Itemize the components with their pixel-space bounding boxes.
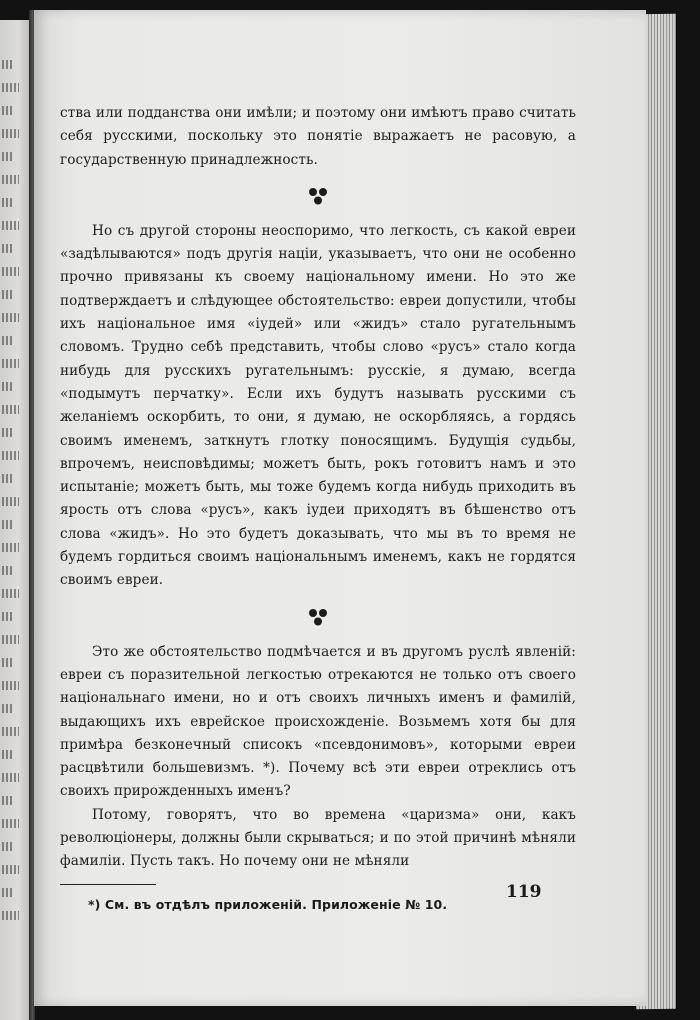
facing-page-text-fragment bbox=[2, 313, 19, 322]
facing-page-text-fragment bbox=[2, 60, 12, 69]
section-ornament-1 bbox=[60, 172, 576, 220]
facing-page-text-fragment bbox=[2, 888, 12, 897]
facing-page-text-fragment bbox=[2, 106, 12, 115]
footnote: *) См. въ отдѣлъ приложеній. Приложеніе № 10. bbox=[88, 896, 448, 912]
facing-page-text-fragment bbox=[2, 819, 19, 828]
trefoil-ornament-icon bbox=[308, 187, 328, 205]
left-page-edge bbox=[0, 20, 30, 1020]
facing-page-text-fragment bbox=[2, 290, 12, 299]
facing-page-text-fragment bbox=[2, 727, 19, 736]
trefoil-ornament-icon bbox=[308, 608, 328, 626]
facing-page-text-fragment bbox=[2, 152, 12, 161]
facing-page-text-fragment bbox=[2, 911, 19, 920]
paragraph-2: Но съ другой стороны неоспоримо, что легкость, съ какой евреи «задѣлываются» подъ другія націи, указываетъ, что они не особенно прочно привязаны къ своему національному имени. Но это же подтверждаетъ и слѣдующее обстоятельство: евреи допустили, чтобы ихъ національное имя «іудей» или «жидъ» стало ругательнымъ словомъ. Трудно себѣ представить, чтобы слово «русъ» стало когда нибудь для русскихъ ругательнымъ: русскіе, я думаю, всегда «подымутъ перчатку». Если ихъ будутъ называть русскими съ желаніемъ оскорбить, то они, я думаю, не оскорбляясь, а гордясь своимъ именемъ, заткнутъ глотку поносящимъ. Будущія судьбы, впрочемъ, неисповѣдимы; можетъ быть, рокъ готовитъ намъ и это испытаніе; можетъ быть, мы тоже будемъ когда нибудь приходить въ ярость отъ слова «русъ», какъ іудеи приходятъ въ бѣшенство отъ слова «жидъ». Но это будетъ доказывать, что мы въ то время не будемъ гордиться своимъ національнымъ именемъ, какъ не гордятся своимъ евреи. bbox=[60, 222, 576, 589]
facing-page-text-fragment bbox=[2, 474, 12, 483]
facing-page-text-fragment bbox=[2, 796, 12, 805]
footnote-rule bbox=[60, 884, 156, 885]
facing-page-text-fragment bbox=[2, 681, 19, 690]
facing-page-text-fragment bbox=[2, 451, 19, 460]
facing-page-text-fragment bbox=[2, 497, 19, 506]
facing-page-text-fragment bbox=[2, 658, 12, 667]
facing-page-text-fragment bbox=[2, 359, 19, 368]
facing-page-text-fragment bbox=[2, 221, 19, 230]
facing-page-text-fragment bbox=[2, 129, 19, 138]
facing-page-text-fragment bbox=[2, 543, 19, 552]
facing-page-text-fragment bbox=[2, 704, 12, 713]
facing-page-text-fragment bbox=[2, 589, 19, 598]
facing-page-text-fragment bbox=[2, 773, 19, 782]
facing-page-text-fragment bbox=[2, 842, 12, 851]
facing-page-text-fragment bbox=[2, 520, 12, 529]
facing-page-text-fragment bbox=[2, 635, 19, 644]
facing-page-text-fragment bbox=[2, 175, 19, 184]
facing-page-text-fragment bbox=[2, 865, 19, 874]
facing-page-text-fragment bbox=[2, 244, 12, 253]
facing-page-text-fragment bbox=[2, 750, 12, 759]
facing-page-text-fragment bbox=[2, 198, 12, 207]
facing-page-text-fragment bbox=[2, 336, 12, 345]
paragraph-3: Это же обстоятельство подмѣчается и въ другомъ руслѣ явленій: евреи съ поразительной легкостью отрекаются не только отъ своего національнаго имени, но и отъ своихъ личныхъ именъ и фамилій, выдающихъ ихъ еврейское происхожденіе. Возьмемъ хотя бы для примѣра безконечный списокъ «псевдонимовъ», которыми евреи расцвѣтили большевизмъ. *). Почему всѣ эти евреи отреклись отъ своихъ прирожденныхъ именъ? bbox=[60, 643, 576, 800]
book-page bbox=[34, 10, 646, 1006]
facing-page-text-fragment bbox=[2, 382, 12, 391]
paragraph-1: ства или подданства они имѣли; и поэтому они имѣютъ право считать себя русскими, поскольку это понятіе выражаетъ не расовую, а государственную принадлежность. bbox=[60, 105, 576, 168]
facing-page-text-fragment bbox=[2, 566, 12, 575]
facing-page-text-fragment bbox=[2, 267, 19, 276]
page-body bbox=[60, 102, 576, 916]
facing-page-text-fragment bbox=[2, 405, 19, 414]
page-number: 119 bbox=[506, 882, 542, 902]
section-ornament-2 bbox=[60, 593, 576, 641]
facing-page-text-fragment bbox=[2, 83, 19, 92]
facing-page-text-fragment bbox=[2, 428, 12, 437]
paragraph-4: Потому, говорятъ, что во времена «царизма» они, какъ революціонеры, должны были скрываться; и по этой причинѣ мѣняли фамиліи. Пусть такъ. Но почему они не мѣняли bbox=[60, 806, 576, 870]
facing-page-text-fragment bbox=[2, 612, 12, 621]
